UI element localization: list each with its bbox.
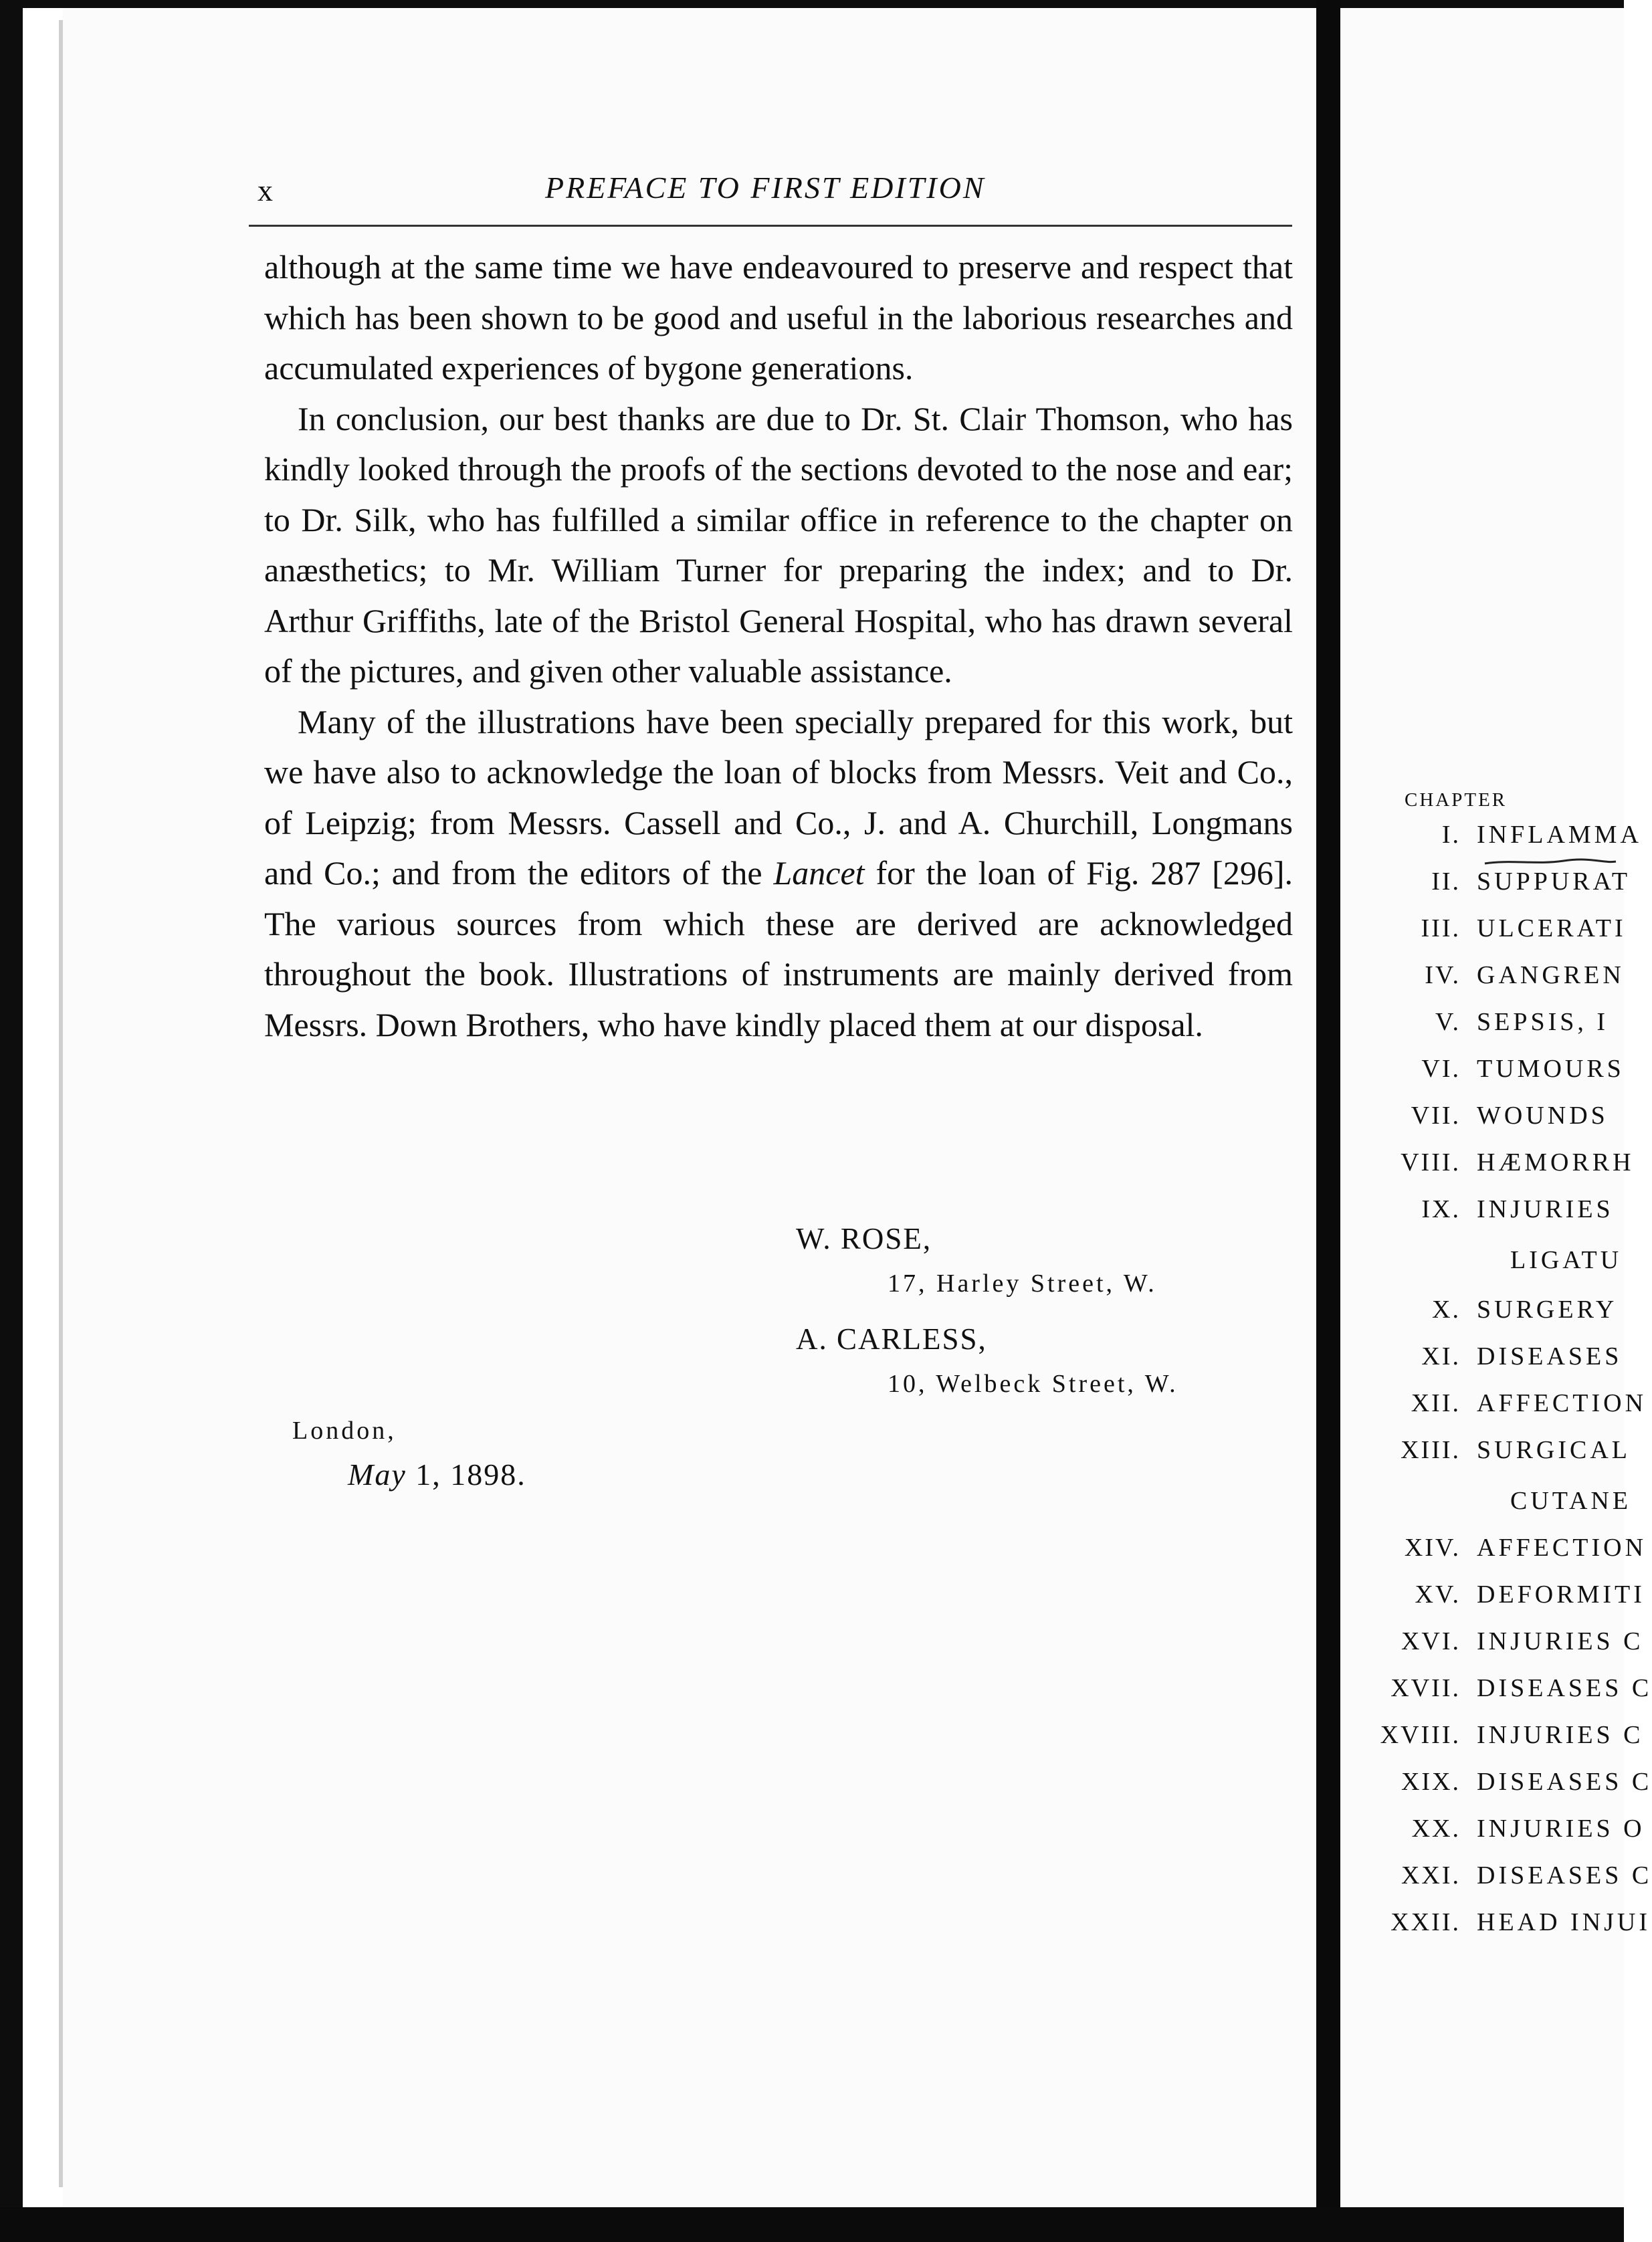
date-month: May bbox=[348, 1457, 407, 1492]
signature-address: 10, Welbeck Street, W. bbox=[888, 1370, 1178, 1398]
chapter-title: DISEASES C bbox=[1477, 1768, 1652, 1796]
place: London, bbox=[292, 1417, 397, 1445]
chapter-title: INFLAMMA bbox=[1477, 821, 1642, 849]
chapter-number: XI. bbox=[1421, 1342, 1461, 1370]
chapter-number: XIII. bbox=[1401, 1436, 1461, 1464]
chapter-number: VIII. bbox=[1401, 1148, 1461, 1177]
contents-row bbox=[1351, 1342, 1624, 1382]
contents-row bbox=[1351, 1580, 1645, 1620]
chapter-title: DISEASES C bbox=[1477, 1861, 1652, 1890]
chapter-title: SURGERY bbox=[1477, 1296, 1618, 1324]
paragraph: although at the same time we have endeavoured to preserve and respect that which has been shown to be good and useful in the laborious researches and accumulated experiences of bygone generations. bbox=[264, 248, 1293, 387]
chapter-number: I. bbox=[1441, 821, 1461, 849]
chapter-number: XV. bbox=[1415, 1581, 1461, 1609]
paragraph bbox=[264, 697, 1293, 1051]
chapter-number: X. bbox=[1432, 1296, 1461, 1324]
chapter-title: SUPPURAT bbox=[1477, 868, 1631, 896]
contents-row bbox=[1351, 1908, 1651, 1948]
chapter-title: HÆMORRH bbox=[1477, 1148, 1635, 1177]
date-day-year: 1, 1898. bbox=[415, 1457, 526, 1492]
chapter-title-continued: LIGATU bbox=[1510, 1246, 1623, 1274]
chapter-number: XVI. bbox=[1401, 1627, 1461, 1655]
contents-row bbox=[1351, 1007, 1624, 1047]
preface-body bbox=[264, 242, 1293, 1050]
chapter-number: XX. bbox=[1411, 1815, 1461, 1843]
chapter-title: DISEASES bbox=[1477, 1342, 1623, 1370]
page-number: x bbox=[257, 173, 273, 207]
chapter-number: III. bbox=[1421, 914, 1461, 942]
contents-row bbox=[1351, 820, 1642, 860]
contents-row bbox=[1351, 1627, 1644, 1667]
scan-border-top bbox=[0, 0, 1624, 8]
chapter-title: WOUNDS bbox=[1477, 1102, 1609, 1130]
chapter-number: XIX. bbox=[1401, 1768, 1461, 1796]
contents-row bbox=[1351, 1389, 1647, 1429]
book-gutter bbox=[1316, 0, 1340, 2207]
chapter-number: XXII. bbox=[1390, 1908, 1461, 1936]
chapter-number: VII. bbox=[1411, 1102, 1461, 1130]
contents-row bbox=[1351, 1148, 1635, 1188]
chapter-title: INJURIES O bbox=[1477, 1815, 1645, 1843]
contents-row bbox=[1351, 1720, 1644, 1760]
chapter-title: ULCERATI bbox=[1477, 914, 1627, 942]
contents-row bbox=[1351, 1533, 1647, 1573]
scan-border-left bbox=[0, 0, 23, 2242]
paragraph-text: Many of the illustrations have been specially prepared for this work, but we have also to acknowledge the loan of blocks from Messrs. Veit and Co., of Leipzig; from Messrs. Cassell and Co., J. and A. Churchill, Longmans and Co.; and from the editors of the bbox=[264, 702, 1293, 892]
chapter-number: IV. bbox=[1425, 961, 1461, 989]
contents-row bbox=[1351, 960, 1624, 1001]
header-rule bbox=[249, 225, 1292, 227]
chapter-number: VI. bbox=[1421, 1055, 1461, 1083]
signature-address: 17, Harley Street, W. bbox=[888, 1269, 1157, 1298]
chapter-number: IX. bbox=[1421, 1195, 1461, 1223]
signature-name: A. CARLESS, bbox=[796, 1322, 987, 1356]
running-head: PREFACE TO FIRST EDITION bbox=[545, 171, 986, 205]
chapter-title: AFFECTION bbox=[1477, 1389, 1647, 1417]
contents-row bbox=[1351, 1861, 1652, 1901]
chapter-title: SURGICAL bbox=[1477, 1436, 1631, 1464]
contents-row bbox=[1351, 1054, 1624, 1094]
chapter-number: XVIII. bbox=[1380, 1721, 1461, 1749]
chapter-title: AFFECTION bbox=[1477, 1534, 1647, 1562]
chapter-number: XXI. bbox=[1401, 1861, 1461, 1890]
contents-row bbox=[1351, 1435, 1631, 1475]
chapter-title: INJURIES C bbox=[1477, 1627, 1644, 1655]
contents-row bbox=[1351, 1673, 1652, 1714]
chapter-title: SEPSIS, I bbox=[1477, 1008, 1609, 1036]
chapter-title: DEFORMITI bbox=[1477, 1581, 1645, 1609]
paragraph-text: for the loan of Fig. 287 [296]. The various sources from which these are derived are acknowledged throughout the book. Illustrations of instruments are mainly derived from Messrs. Down Brothers, who have kindly placed them at our disposal. bbox=[264, 854, 1293, 1043]
contents-row bbox=[1351, 1814, 1645, 1854]
chapter-number: V. bbox=[1435, 1008, 1461, 1036]
contents-row bbox=[1351, 1767, 1652, 1807]
chapter-number: II. bbox=[1431, 868, 1461, 896]
contents-row bbox=[1351, 867, 1631, 907]
chapter-title: INJURIES C bbox=[1477, 1721, 1644, 1749]
chapter-title: GANGREN bbox=[1477, 961, 1625, 989]
chapter-title: INJURIES bbox=[1477, 1195, 1614, 1223]
signature-name: W. ROSE, bbox=[796, 1222, 932, 1255]
scan-border-bottom bbox=[0, 2207, 1624, 2242]
contents-row bbox=[1351, 1101, 1624, 1141]
chapter-number: XII. bbox=[1411, 1389, 1461, 1417]
date bbox=[348, 1457, 526, 1492]
chapter-number: XVII. bbox=[1390, 1674, 1461, 1702]
paragraph: In conclusion, our best thanks are due to Dr. St. Clair Thomson, who has kindly looked through the proofs of the sections devoted to the nose and ear; to Dr. Silk, who has fulfilled a similar office in reference to the chapter on anæsthetics; to Mr. William Turner for preparing the index; and to Dr. Arthur Griffiths, late of the Bristol General Hospital, who has drawn several of the pictures, and given other valuable assistance. bbox=[264, 399, 1293, 690]
chapter-title: HEAD INJUI bbox=[1477, 1908, 1651, 1936]
journal-title: Lancet bbox=[773, 854, 865, 892]
contents-chapter-header: CHAPTER bbox=[1405, 789, 1508, 811]
chapter-title: TUMOURS bbox=[1477, 1055, 1625, 1083]
contents-row bbox=[1351, 1195, 1624, 1235]
chapter-title: DISEASES C bbox=[1477, 1674, 1652, 1702]
chapter-number: XIV. bbox=[1404, 1534, 1461, 1562]
chapter-title-continued: CUTANE bbox=[1510, 1487, 1632, 1515]
contents-row bbox=[1351, 914, 1627, 954]
contents-row bbox=[1351, 1295, 1624, 1335]
